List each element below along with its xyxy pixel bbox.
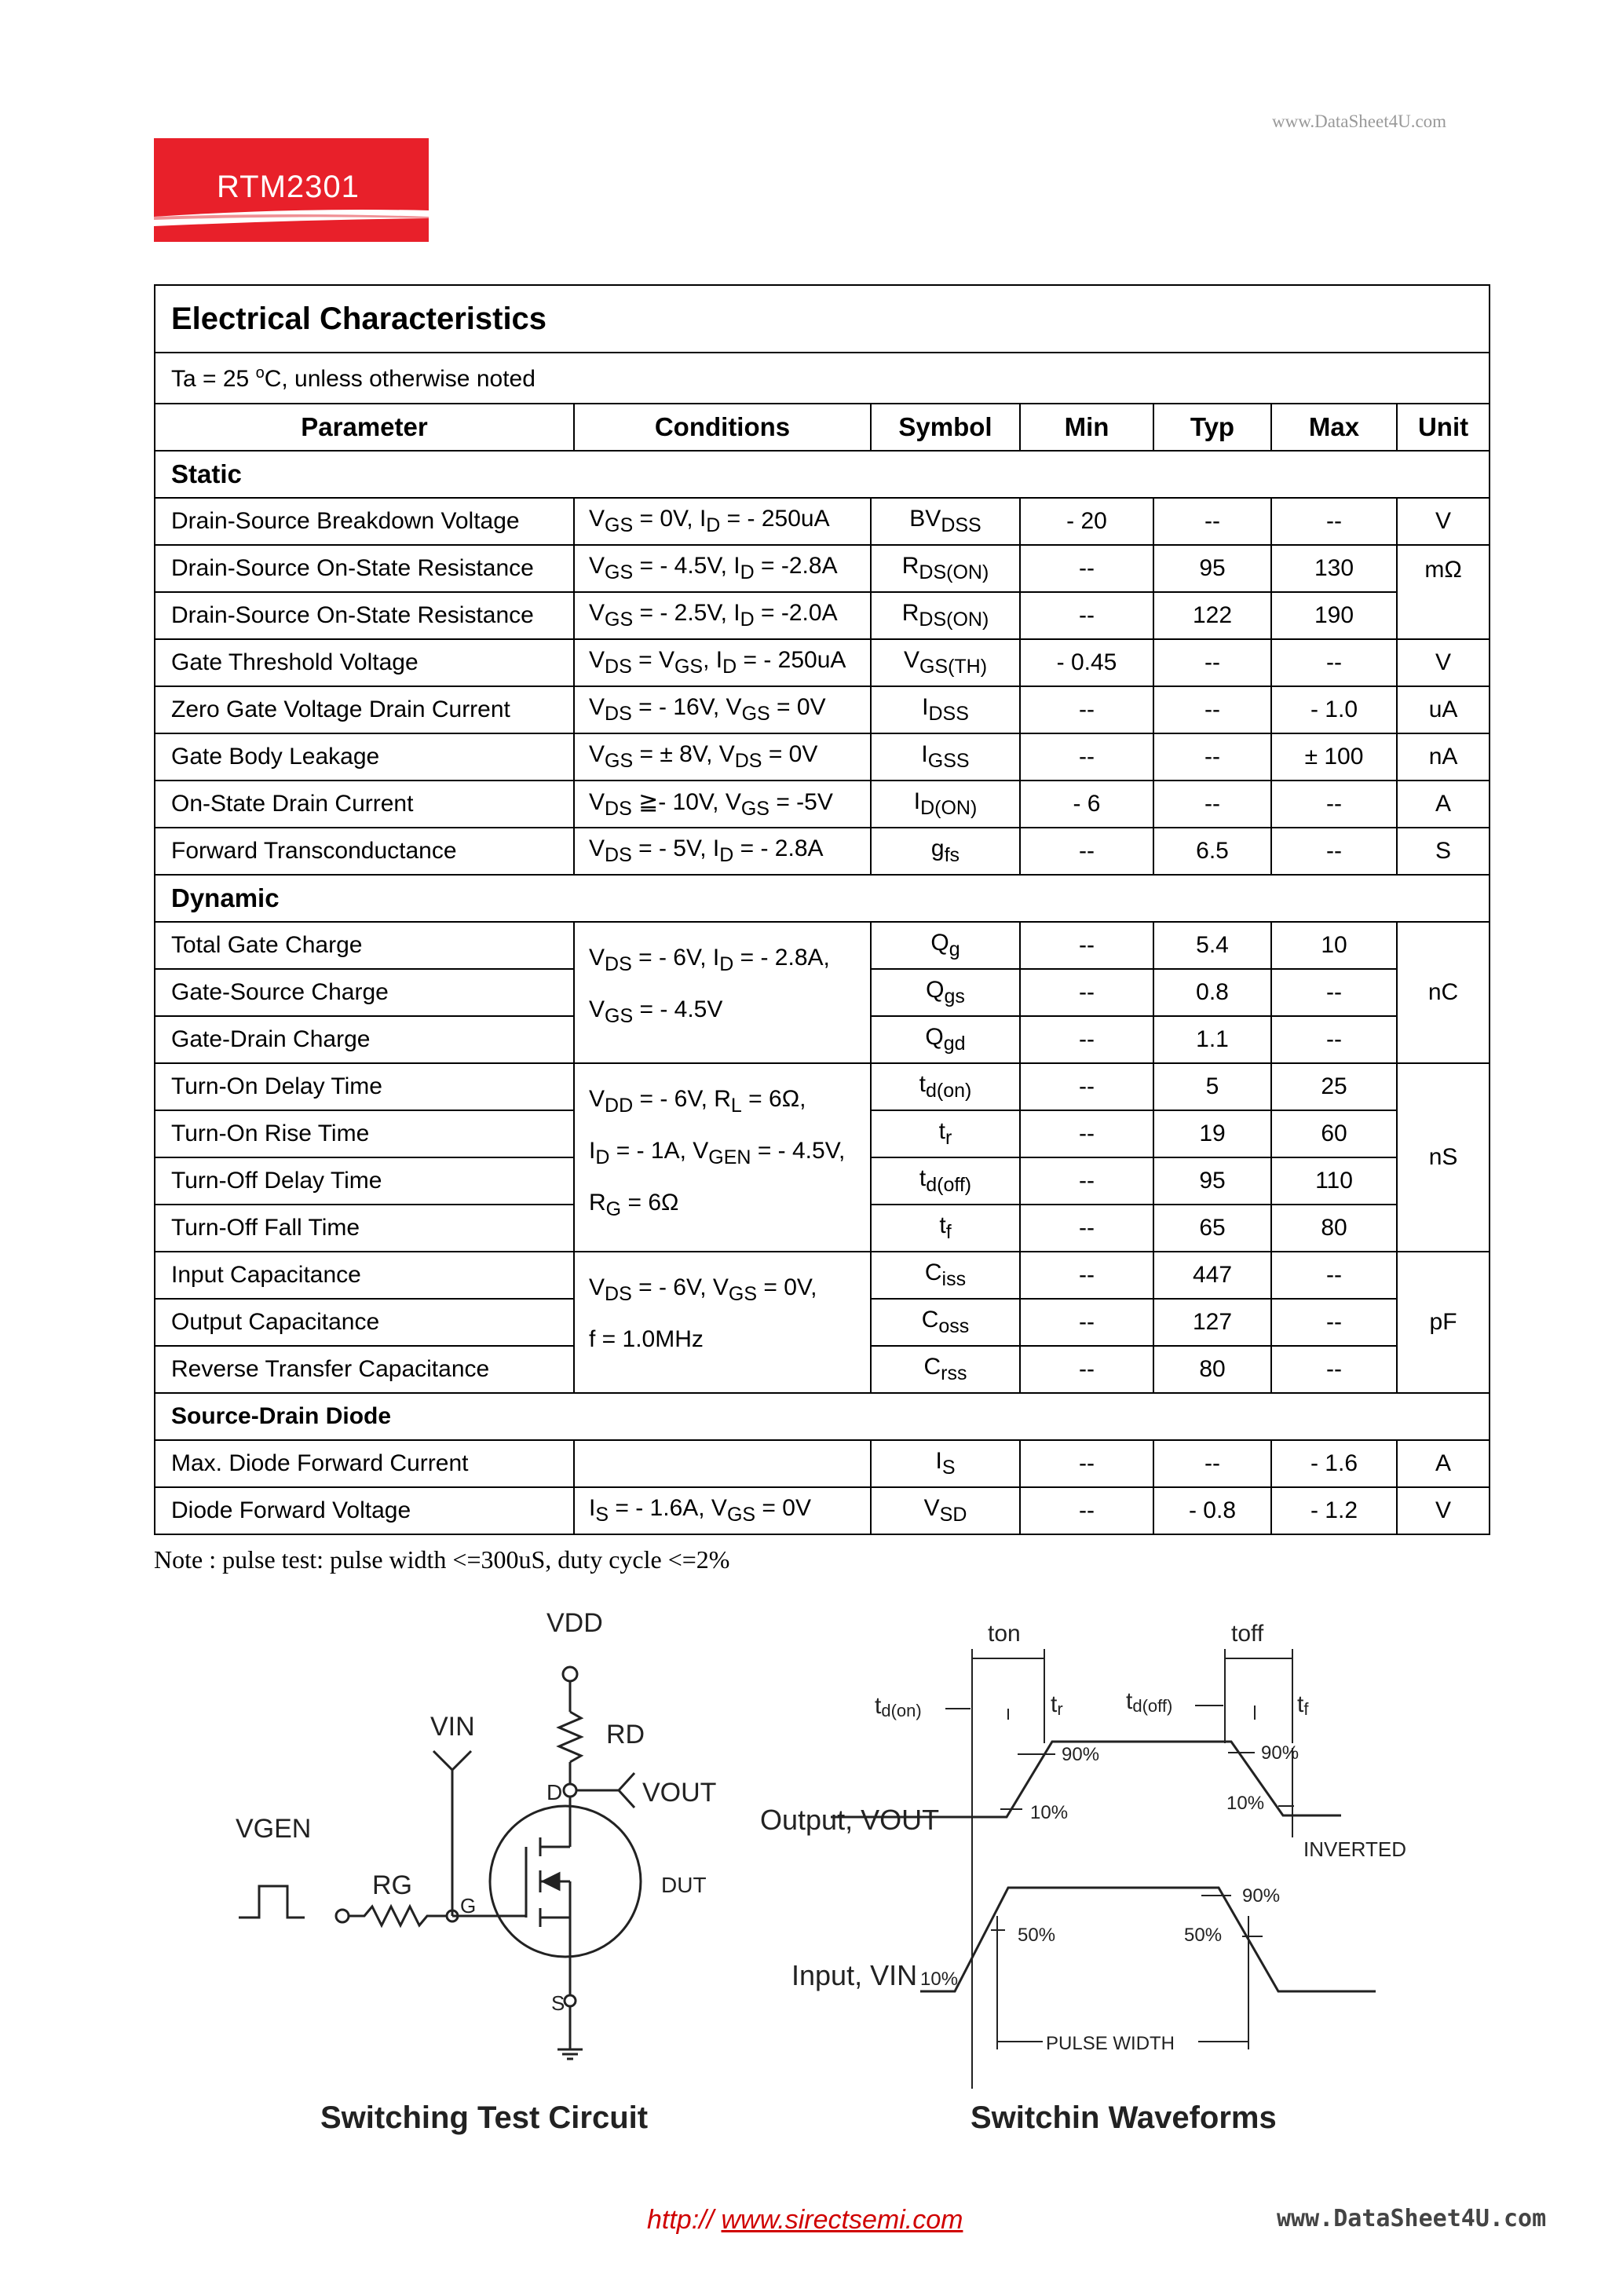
table-row (155, 781, 1490, 828)
switching-waveforms (760, 1621, 1406, 2135)
out-off-90-label: 90% (1261, 1742, 1299, 1764)
table-row (155, 639, 1490, 686)
table-title: Electrical Characteristics (155, 285, 1490, 353)
rg-terminal (336, 1910, 349, 1922)
switching-conditions: $V_{DD}$ = - 6V, $R_L = 6\Omega$, $I_D$ = - 1A, $V_{GEN}$ = - 4.5V, $R_G = 6\Omega$ (574, 1063, 871, 1252)
param-cell: Max. Diode Forward Current (155, 1440, 574, 1487)
cond-cell: $V_{DS}$ ≧- 10V, $V_{GS} = -5V$ (574, 781, 871, 828)
symbol-cell: $t_f$ (871, 1205, 1020, 1252)
in-10-label: 10% (920, 1969, 959, 1990)
vdd-terminal (563, 1667, 577, 1681)
param-cell: Forward Transconductance (155, 828, 574, 875)
symbol-cell: $I_{DSS}$ (871, 686, 1020, 733)
input-label: Input, VIN (791, 1959, 918, 1991)
pulse-width-label: PULSE WIDTH (1046, 2033, 1175, 2054)
in-90-label: 90% (1242, 1885, 1281, 1907)
max-cell: 80 (1271, 1205, 1397, 1252)
in-off-50-label: 50% (1184, 1925, 1223, 1946)
cond-cell: $V_{GS} = 0V$, $I_D$ = - 250uA (574, 498, 871, 545)
symbol-cell: $R_{DS(ON)}$ (871, 592, 1020, 639)
rd-label: RD (606, 1720, 645, 1749)
table-row (155, 1252, 1490, 1299)
min-cell: -- (1020, 1487, 1153, 1534)
vgen-pulse-icon (239, 1886, 305, 1918)
table-row (155, 592, 1490, 639)
vin-arrow (433, 1751, 471, 1770)
param-cell: Turn-On Rise Time (155, 1110, 574, 1157)
footer-url-prefix: http:// (647, 2205, 722, 2235)
typ-cell: 447 (1153, 1252, 1271, 1299)
param-cell: Turn-Off Delay Time (155, 1157, 574, 1205)
max-cell: -- (1271, 1346, 1397, 1393)
max-cell: 190 (1271, 592, 1397, 639)
max-cell: -- (1271, 828, 1397, 875)
typ-cell: 19 (1153, 1110, 1271, 1157)
table-row (155, 733, 1490, 781)
rg-resistor (349, 1907, 446, 1925)
out-off-10-label: 10% (1226, 1793, 1265, 1814)
min-cell: -- (1020, 1205, 1153, 1252)
unit-cell: nC (1397, 922, 1490, 1063)
capacitance-conditions: $V_{DS}$ = - 6V, $V_{GS} = 0V$, f = 1.0MHz (574, 1252, 871, 1393)
vout-arrow (619, 1773, 634, 1808)
max-cell: -- (1271, 498, 1397, 545)
param-cell: Drain-Source On-State Resistance (155, 545, 574, 592)
max-cell: -- (1271, 1299, 1397, 1346)
table-row (155, 545, 1490, 592)
symbol-cell: $C_{rss}$ (871, 1346, 1020, 1393)
param-cell: Turn-On Delay Time (155, 1063, 574, 1110)
tdoff-label: td(off) (1126, 1688, 1173, 1716)
typ-cell: 122 (1153, 592, 1271, 639)
typ-cell: 95 (1153, 545, 1271, 592)
min-cell: -- (1020, 1440, 1153, 1487)
typ-cell: 95 (1153, 1157, 1271, 1205)
header-typ: Typ (1153, 404, 1271, 451)
max-cell: -- (1271, 1016, 1397, 1063)
max-cell: 130 (1271, 545, 1397, 592)
symbol-cell: $R_{DS(ON)}$ (871, 545, 1020, 592)
max-cell: - 1.2 (1271, 1487, 1397, 1534)
unit-cell: pF (1397, 1252, 1490, 1393)
typ-cell: -- (1153, 639, 1271, 686)
brand-logo (154, 138, 429, 242)
table-row (155, 1487, 1490, 1534)
symbol-cell: $BV_{DSS}$ (871, 498, 1020, 545)
unit-cell: uA (1397, 686, 1490, 733)
drain-node (564, 1784, 576, 1797)
max-cell: 60 (1271, 1110, 1397, 1157)
param-cell: Output Capacitance (155, 1299, 574, 1346)
max-cell: -- (1271, 1252, 1397, 1299)
max-cell: - 1.6 (1271, 1440, 1397, 1487)
table-row (155, 1063, 1490, 1110)
section-static: Static (155, 451, 1490, 498)
max-cell: ± 100 (1271, 733, 1397, 781)
header-max: Max (1271, 404, 1397, 451)
symbol-cell: $C_{iss}$ (871, 1252, 1020, 1299)
switching-test-circuit (236, 1608, 716, 2135)
output-label: Output, VOUT (760, 1804, 940, 1836)
symbol-cell: $Q_{gd}$ (871, 1016, 1020, 1063)
dut-arrow (543, 1874, 559, 1889)
source-node (565, 1995, 576, 2006)
dut-label: DUT (661, 1873, 707, 1897)
vdd-label: VDD (546, 1608, 603, 1638)
min-cell: - 20 (1020, 498, 1153, 545)
min-cell: - 6 (1020, 781, 1153, 828)
param-cell: Gate-Source Charge (155, 969, 574, 1016)
table-subtitle: Ta = 25 $^o$C, unless otherwise noted (155, 353, 1490, 404)
logo-text: RTM2301 (217, 170, 360, 204)
typ-cell: 5.4 (1153, 922, 1271, 969)
circuit-caption: Switching Test Circuit (320, 2100, 649, 2135)
max-cell: 10 (1271, 922, 1397, 969)
cond-cell: $V_{DS}$ = - 16V, $V_{GS} = 0V$ (574, 686, 871, 733)
param-cell: Total Gate Charge (155, 922, 574, 969)
param-cell: Gate Threshold Voltage (155, 639, 574, 686)
typ-cell: -- (1153, 733, 1271, 781)
symbol-cell: $I_S$ (871, 1440, 1020, 1487)
param-cell: Diode Forward Voltage (155, 1487, 574, 1534)
electrical-characteristics-table (154, 284, 1490, 1535)
header-parameter: Parameter (155, 404, 574, 451)
switching-figures (210, 1602, 1420, 2144)
typ-cell: 6.5 (1153, 828, 1271, 875)
unit-cell: nS (1397, 1063, 1490, 1252)
param-cell: Turn-Off Fall Time (155, 1205, 574, 1252)
out-90-label: 90% (1062, 1744, 1100, 1765)
header-symbol: Symbol (871, 404, 1020, 451)
typ-cell: 1.1 (1153, 1016, 1271, 1063)
footer-link[interactable]: www.sirectsemi.com (721, 2205, 963, 2235)
min-cell: -- (1020, 733, 1153, 781)
out-10-label: 10% (1030, 1802, 1069, 1823)
s-label: S (551, 1991, 565, 2015)
unit-cell: V (1397, 498, 1490, 545)
param-cell: On-State Drain Current (155, 781, 574, 828)
g-label: G (460, 1894, 477, 1918)
inverted-label: INVERTED (1303, 1837, 1406, 1861)
waveform-caption: Switchin Waveforms (971, 2100, 1277, 2135)
symbol-cell: $Q_{gs}$ (871, 969, 1020, 1016)
ton-label: ton (988, 1621, 1021, 1647)
table-row (155, 922, 1490, 969)
tdon-label: td(on) (875, 1693, 922, 1720)
vin-label: VIN (430, 1712, 475, 1742)
min-cell: -- (1020, 1016, 1153, 1063)
typ-cell: -- (1153, 498, 1271, 545)
cond-cell: $V_{GS}$ = ± 8V, $V_{DS} = 0V$ (574, 733, 871, 781)
table-row (155, 1440, 1490, 1487)
unit-cell: V (1397, 1487, 1490, 1534)
charge-conditions: $V_{DS}$ = - 6V, $I_D$ = - 2.8A, $V_{GS}$ = - 4.5V (574, 922, 871, 1063)
unit-cell: S (1397, 828, 1490, 875)
d-label: D (546, 1780, 563, 1804)
symbol-cell: $I_{D(ON)}$ (871, 781, 1020, 828)
param-cell: Input Capacitance (155, 1252, 574, 1299)
max-cell: -- (1271, 639, 1397, 686)
param-cell: Gate Body Leakage (155, 733, 574, 781)
symbol-cell: $Q_g$ (871, 922, 1020, 969)
vout-label: VOUT (642, 1778, 717, 1808)
watermark-top: www.DataSheet4U.com (1272, 112, 1447, 131)
min-cell: -- (1020, 1346, 1153, 1393)
typ-cell: 0.8 (1153, 969, 1271, 1016)
typ-cell: 127 (1153, 1299, 1271, 1346)
min-cell: -- (1020, 1252, 1153, 1299)
param-cell: Drain-Source On-State Resistance (155, 592, 574, 639)
symbol-cell: $g_{fs}$ (871, 828, 1020, 875)
cond-cell: $V_{DS}$ = - 5V, $I_D$ = - 2.8A (574, 828, 871, 875)
tf-label: tf (1297, 1691, 1309, 1719)
max-cell: -- (1271, 781, 1397, 828)
symbol-cell: $t_{d(off)}$ (871, 1157, 1020, 1205)
table-row (155, 686, 1490, 733)
min-cell: -- (1020, 1157, 1153, 1205)
unit-cell: nA (1397, 733, 1490, 781)
typ-cell: -- (1153, 781, 1271, 828)
cond-cell: $V_{GS}$ = - 4.5V, $I_D = -2.8A$ (574, 545, 871, 592)
header-conditions: Conditions (574, 404, 871, 451)
rd-resistor (559, 1712, 581, 1762)
param-cell: Reverse Transfer Capacitance (155, 1346, 574, 1393)
param-cell: Drain-Source Breakdown Voltage (155, 498, 574, 545)
tr-label: tr (1051, 1691, 1063, 1719)
header-row (155, 404, 1490, 451)
symbol-cell: $t_r$ (871, 1110, 1020, 1157)
unit-cell: V (1397, 639, 1490, 686)
min-cell: -- (1020, 828, 1153, 875)
typ-cell: 5 (1153, 1063, 1271, 1110)
max-cell: -- (1271, 969, 1397, 1016)
max-cell: 25 (1271, 1063, 1397, 1110)
header-unit: Unit (1397, 404, 1490, 451)
watermark-bottom: www.DataSheet4U.com (1277, 2205, 1547, 2232)
min-cell: -- (1020, 1063, 1153, 1110)
typ-cell: -- (1153, 686, 1271, 733)
cond-cell (574, 1440, 871, 1487)
typ-cell: 65 (1153, 1205, 1271, 1252)
toff-label: toff (1231, 1621, 1264, 1647)
table-row (155, 498, 1490, 545)
symbol-cell: $V_{SD}$ (871, 1487, 1020, 1534)
symbol-cell: $I_{GSS}$ (871, 733, 1020, 781)
max-cell: 110 (1271, 1157, 1397, 1205)
unit-cell: A (1397, 781, 1490, 828)
min-cell: -- (1020, 592, 1153, 639)
min-cell: -- (1020, 686, 1153, 733)
section-dynamic: Dynamic (155, 875, 1490, 922)
cond-cell: $V_{GS}$ = - 2.5V, $I_D = -2.0A$ (574, 592, 871, 639)
min-cell: -- (1020, 1299, 1153, 1346)
param-cell: Zero Gate Voltage Drain Current (155, 686, 574, 733)
pulse-test-note: Note : pulse test: pulse width <=300uS, duty cycle <=2% (154, 1545, 730, 1574)
section-source-drain: Source-Drain Diode (155, 1393, 1490, 1440)
vgen-label: VGEN (236, 1814, 312, 1844)
typ-cell: -- (1153, 1440, 1271, 1487)
min-cell: - 0.45 (1020, 639, 1153, 686)
min-cell: -- (1020, 969, 1153, 1016)
unit-cell: A (1397, 1440, 1490, 1487)
header-min: Min (1020, 404, 1153, 451)
min-cell: -- (1020, 922, 1153, 969)
typ-cell: 80 (1153, 1346, 1271, 1393)
max-cell: - 1.0 (1271, 686, 1397, 733)
param-cell: Gate-Drain Charge (155, 1016, 574, 1063)
table-row (155, 828, 1490, 875)
unit-cell: mΩ (1397, 545, 1490, 639)
input-waveform (920, 1888, 1376, 1991)
symbol-cell: $t_{d(on)}$ (871, 1063, 1020, 1110)
footer-url (647, 2205, 963, 2236)
cond-cell: $I_S$ = - 1.6A, $V_{GS} = 0V$ (574, 1487, 871, 1534)
rg-label: RG (372, 1870, 412, 1900)
min-cell: -- (1020, 545, 1153, 592)
in-50-label: 50% (1018, 1925, 1056, 1946)
cond-cell: $V_{DS} = V_{GS}$, $I_D$ = - 250uA (574, 639, 871, 686)
symbol-cell: $C_{oss}$ (871, 1299, 1020, 1346)
min-cell: -- (1020, 1110, 1153, 1157)
symbol-cell: $V_{GS(TH)}$ (871, 639, 1020, 686)
typ-cell: - 0.8 (1153, 1487, 1271, 1534)
